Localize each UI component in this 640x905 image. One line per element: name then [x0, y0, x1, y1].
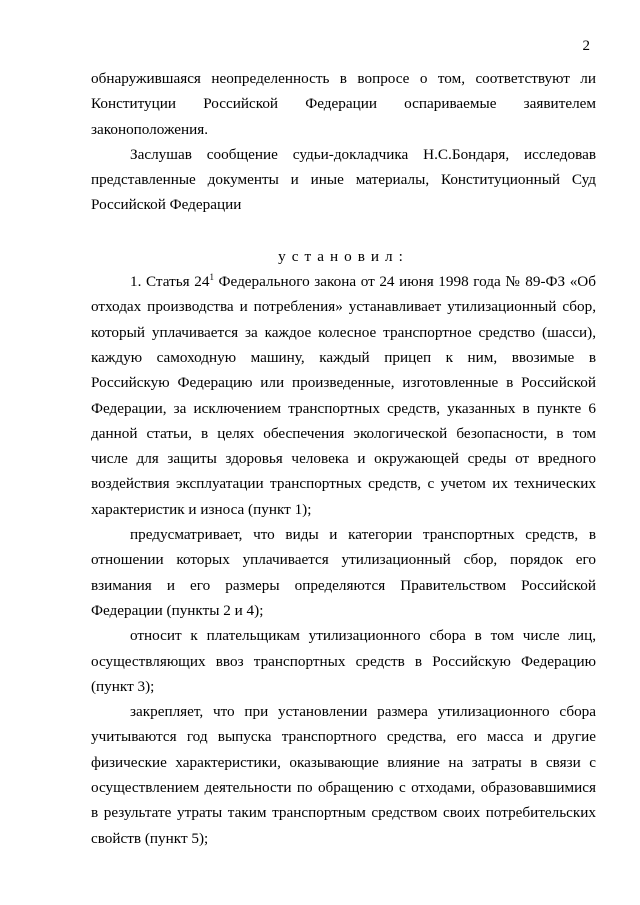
text-line: отношении которых уплачивается утилизационный сбор, порядок его: [91, 551, 596, 569]
text-line: осуществлением деятельности по обращению с отходами, образовавшимися: [91, 779, 596, 797]
text-line: обнаружившаяся неопределенность в вопросе о том, соответствуют ли: [91, 70, 596, 87]
text-line: Российскую Федерацию или произведенные, изготовленные в Российской: [91, 374, 596, 392]
text-line: Заслушав сообщение судьи-докладчика Н.С.Бондаря, исследовав: [130, 145, 596, 163]
text-line: числе для защиты здоровья человека и окружающей среды от вредного: [91, 450, 596, 468]
text-line: учитываются год выпуска транспортного средства, его масса и другие: [91, 728, 596, 746]
text-line: Конституции Российской Федерации оспариваемые заявителем: [91, 95, 596, 113]
text-fragment: 1. Статья 24: [130, 273, 210, 291]
text-line: Российской Федерации: [91, 196, 242, 214]
text-line: в результате утраты таким транспортным средством своих потребительских: [91, 804, 596, 822]
text-line: (пункт 3);: [91, 677, 155, 695]
text-line: взимания и его размеры определяются Правительством Российской: [91, 576, 596, 594]
spacer: [91, 218, 596, 244]
text-line: Федерации, за исключением транспортных средств, указанных в пункте 6: [91, 399, 596, 417]
text-line: предусматривает, что виды и категории транспортных средств, в: [130, 526, 596, 544]
document-body: [91, 66, 596, 851]
text-line: физические характеристики, оказывающие влияние на затраты в связи с: [91, 753, 596, 771]
text-line: каждую самоходную машину, каждый прицеп к ним, ввозимые в: [91, 348, 596, 366]
text-fragment: Федерального закона от 24 июня 1998 года № 89-ФЗ «Об: [213, 273, 596, 291]
text-line: закрепляет, что при установлении размера утилизационного сбора: [130, 703, 596, 721]
text-line: характеристик и износа (пункт 1);: [91, 500, 312, 518]
text-line: законоположения.: [91, 120, 209, 138]
superscript: 1: [209, 272, 214, 283]
text-line: осуществляющих ввоз транспортных средств в Российскую Федерацию: [91, 652, 596, 670]
text-line: представленные документы и иные материалы, Конституционный Суд: [91, 171, 596, 189]
text-line: Федерации (пункты 2 и 4);: [91, 601, 264, 619]
text-line: [91, 269, 596, 294]
text-line: свойств (пункт 5);: [91, 829, 209, 847]
text-line: относит к плательщикам утилизационного сбора в том числе лиц,: [130, 627, 596, 645]
section-heading: установил:: [278, 247, 409, 265]
text-line: данной статьи, в целях обеспечения экологической безопасности, в том: [91, 424, 596, 442]
page-number: 2: [582, 38, 590, 54]
text-line: отходах производства и потребления» устанавливает утилизационный сбор,: [91, 298, 596, 316]
text-line: который уплачивается за каждое колесное транспортное средство (шасси),: [91, 323, 596, 341]
text-line: воздействия эксплуатации транспортных средств, с учетом их технических: [91, 475, 596, 493]
